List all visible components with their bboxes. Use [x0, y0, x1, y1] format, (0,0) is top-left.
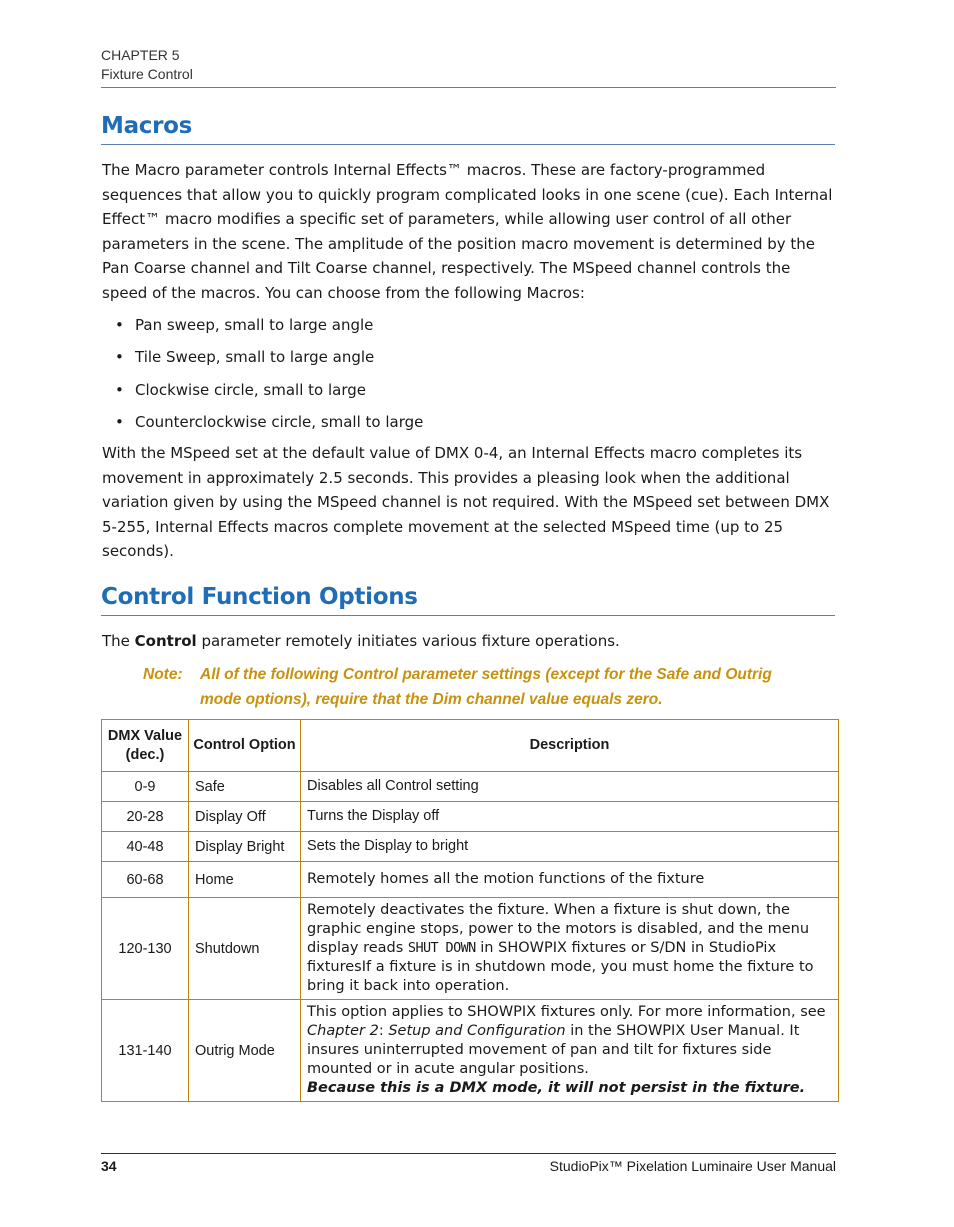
- dmx-value-cell: 60-68: [102, 862, 189, 898]
- macros-list: [102, 313, 802, 442]
- chapter-reference: Chapter 2: [307, 1023, 379, 1039]
- mspeed-paragraph: With the MSpeed set at the default value of DMX 0-4, an Internal Effects macro completes its movement in approximately 2.5 seconds. This provides a pleasing look when the additional variation given by using the MSpeed channel is not required. With the MSpeed set between DMX 5-255, Internal Effects macros complete movement at the selected MSpeed time (up to 25 seconds).: [102, 444, 830, 561]
- list-item: • Counterclockwise circle, small to large: [102, 410, 802, 442]
- section-reference: Setup and Configuration: [388, 1023, 566, 1039]
- bullet-icon: •: [115, 380, 124, 399]
- description-cell: Remotely homes all the motion functions of the fixture: [301, 862, 839, 898]
- table-row: [102, 1000, 839, 1102]
- table-row: [102, 898, 839, 1000]
- note-label: Note:: [143, 666, 183, 683]
- control-option-cell: Outrig Mode: [189, 1000, 301, 1102]
- page-header: [101, 46, 836, 84]
- chapter-title: Fixture Control: [101, 66, 193, 82]
- page-number: 34: [101, 1158, 117, 1174]
- table-row: [102, 772, 839, 802]
- bullet-icon: •: [115, 412, 124, 431]
- table-header-row: [102, 720, 839, 772]
- macros-heading: Macros: [101, 113, 835, 145]
- table-row: [102, 802, 839, 832]
- control-term: Control: [134, 632, 197, 650]
- chapter-label: CHAPTER 5: [101, 47, 180, 63]
- control-heading: Control Function Options: [101, 584, 835, 616]
- table-row: [102, 832, 839, 862]
- dmx-value-cell: 131-140: [102, 1000, 189, 1102]
- dmx-value-cell: 40-48: [102, 832, 189, 862]
- description-cell: Remotely deactivates the fixture. When a fixture is shut down, the graphic engine stops, power to the motors is disabled, and the menu display reads SHUT DOWN in SHOWPIX fixtures or S/DN in StudioPix fixturesIf a fixture is in shutdown mode, you must home the fixture to bring it back into operation.: [301, 898, 839, 1000]
- bullet-icon: •: [115, 348, 124, 367]
- control-option-cell: Display Off: [189, 802, 301, 832]
- list-item: • Pan sweep, small to large angle: [102, 313, 802, 345]
- column-header-control-option: Control Option: [189, 720, 301, 772]
- dmx-value-cell: 120-130: [102, 898, 189, 1000]
- description-cell: Sets the Display to bright: [301, 832, 839, 862]
- page-footer: [101, 1153, 836, 1174]
- header-rule: [101, 87, 836, 88]
- description-cell: Turns the Display off: [301, 802, 839, 832]
- control-option-cell: Shutdown: [189, 898, 301, 1000]
- control-option-cell: Display Bright: [189, 832, 301, 862]
- control-option-cell: Safe: [189, 772, 301, 802]
- column-header-dmx-value: DMX Value (dec.): [102, 720, 189, 772]
- dmx-value-cell: 20-28: [102, 802, 189, 832]
- macros-intro-paragraph: The Macro parameter controls Internal Effects™ macros. These are factory-programmed sequences that allow you to quickly program complicated looks in one scene (cue). Each Internal Effect™ macro modifies a specific set of parameters, while allowing user control of all other parameters in the scene. The amplitude of the position macro movement is determined by the Pan Coarse channel and Tilt Coarse channel, respectively. The MSpeed channel controls the speed of the macros. You can choose from the following Macros:: [102, 161, 833, 302]
- manual-title: StudioPix™ Pixelation Luminaire User Manual: [549, 1158, 836, 1174]
- description-cell: Disables all Control setting: [301, 772, 839, 802]
- dmx-value-cell: 0-9: [102, 772, 189, 802]
- description-cell: This option applies to SHOWPIX fixtures only. For more information, see Chapter 2: Setup and Configuration in the SHOWPIX User Manual. It insures uninterrupted movement of pan and tilt for fixtures side mounted or in acute angular positions. Because this is a DMX mode, it will not persist in the fixture.: [301, 1000, 839, 1102]
- list-item: • Clockwise circle, small to large: [102, 378, 802, 410]
- column-header-description: Description: [301, 720, 839, 772]
- list-item: • Tile Sweep, small to large angle: [102, 345, 802, 377]
- control-intro-paragraph: The Control parameter remotely initiates various fixture operations.: [102, 632, 620, 650]
- control-options-table: [101, 719, 839, 1102]
- table-row: [102, 862, 839, 898]
- shut-down-display-text: SHUT DOWN: [407, 940, 476, 956]
- note-text: All of the following Control parameter settings (except for the Safe and Outrig mode options), require that the Dim channel value equals zero.: [200, 666, 772, 708]
- bullet-icon: •: [115, 316, 124, 334]
- dmx-mode-warning: Because this is a DMX mode, it will not persist in the fixture.: [307, 1080, 806, 1096]
- control-option-cell: Home: [189, 862, 301, 898]
